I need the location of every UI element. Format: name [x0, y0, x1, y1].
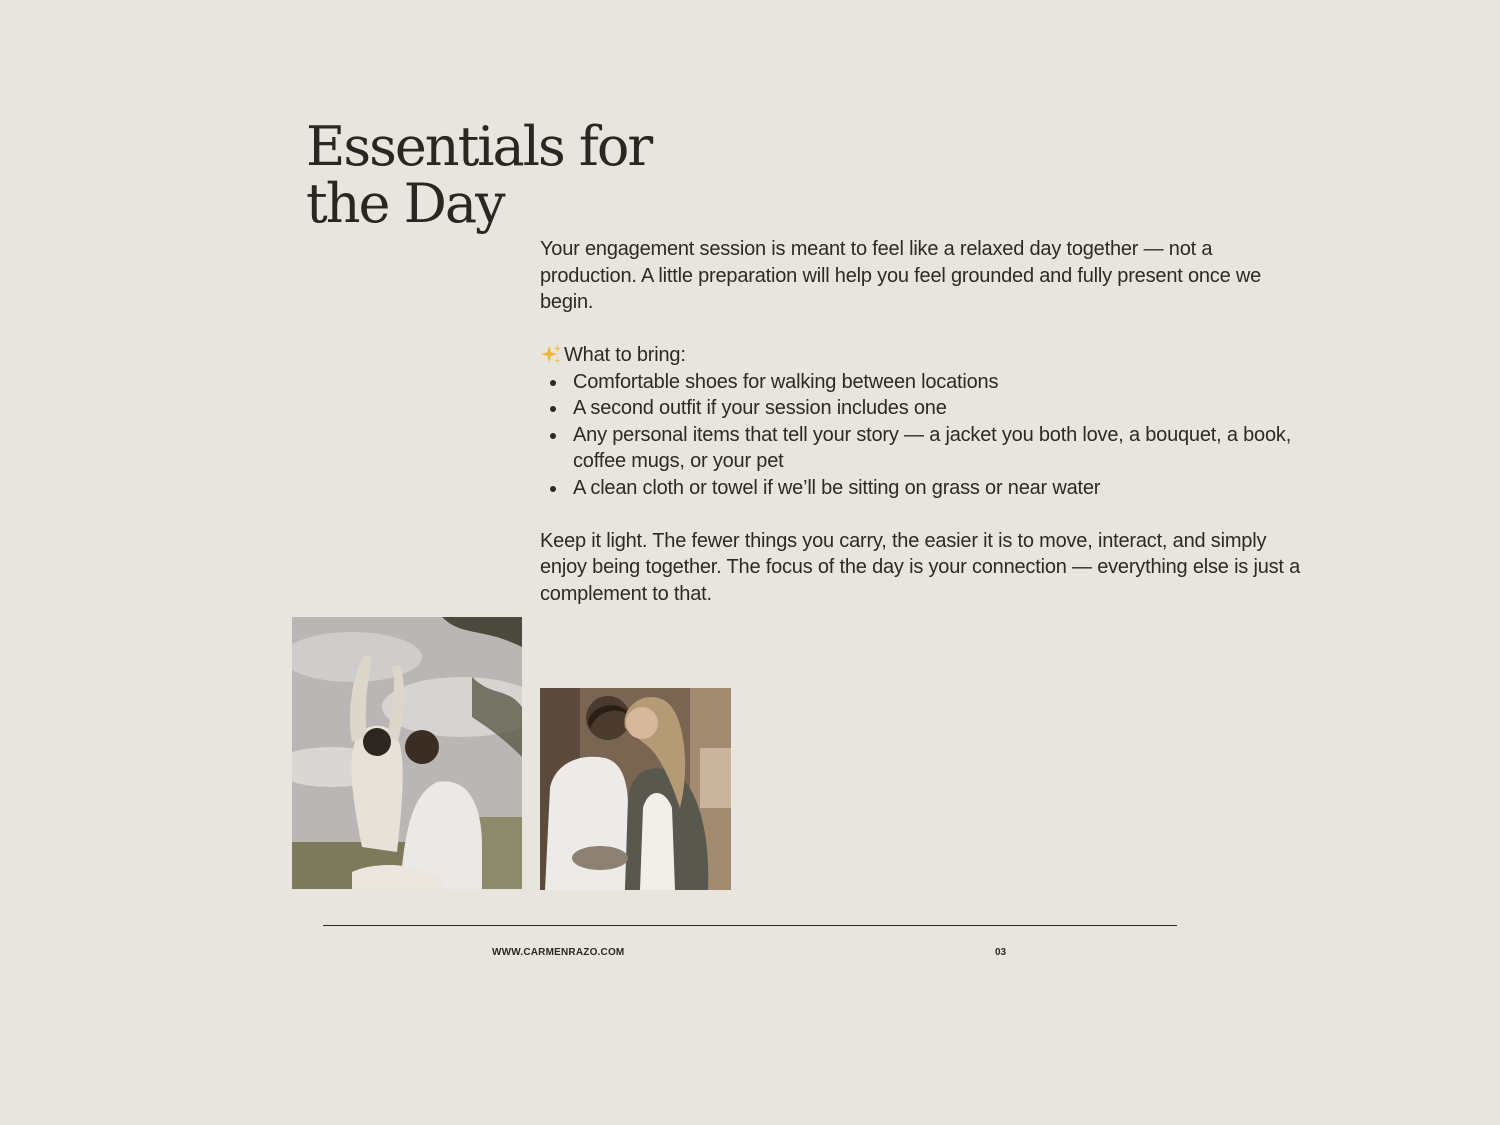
bullet-icon — [550, 433, 556, 439]
footer-divider — [323, 925, 1177, 926]
list-item — [540, 475, 1310, 502]
spacer — [540, 501, 1310, 528]
footer-website: WWW.CARMENRAZO.COM — [492, 947, 625, 958]
page-title-line-2: the Day — [306, 172, 504, 235]
list-item-text: Comfortable shoes for walking between locations — [573, 370, 999, 393]
couple-kitchen-illustration — [540, 688, 731, 890]
couple-kitchen-photo — [540, 688, 731, 890]
bring-list — [540, 369, 1310, 502]
list-item-text: Any personal items that tell your story — a jacket you both love, a bouquet, a book, coffee mugs, or your pet — [573, 423, 1292, 472]
bullet-icon — [550, 486, 556, 492]
bullet-icon — [550, 406, 556, 412]
page-title — [306, 115, 666, 235]
couple-outdoor-illustration — [292, 617, 522, 889]
list-item — [540, 369, 1310, 396]
bring-heading-label: What to bring: — [564, 344, 686, 366]
spacer — [540, 316, 1310, 343]
bullet-icon — [550, 380, 556, 386]
couple-outdoor-photo — [292, 617, 522, 889]
body-copy — [540, 236, 1310, 607]
page-title-line-1: Essentials for — [306, 115, 652, 178]
closing-paragraph: Keep it light. The fewer things you carry, the easier it is to move, interact, and simply enjoy being together. The focus of the day is your connection — everything else is just a complement to that. — [540, 529, 1301, 605]
intro-paragraph: Your engagement session is meant to feel like a relaxed day together — not a production. A little preparation will help you feel grounded and fully present once we begin. — [540, 238, 1262, 313]
list-item — [540, 395, 1310, 422]
sparkle-icon — [540, 344, 562, 366]
list-item-text: A clean cloth or towel if we’ll be sitting on grass or near water — [573, 476, 1101, 499]
list-item-text: A second outfit if your session includes one — [573, 397, 947, 419]
list-item — [540, 422, 1310, 475]
page-number: 03 — [995, 947, 1007, 958]
bring-heading — [540, 342, 1310, 369]
